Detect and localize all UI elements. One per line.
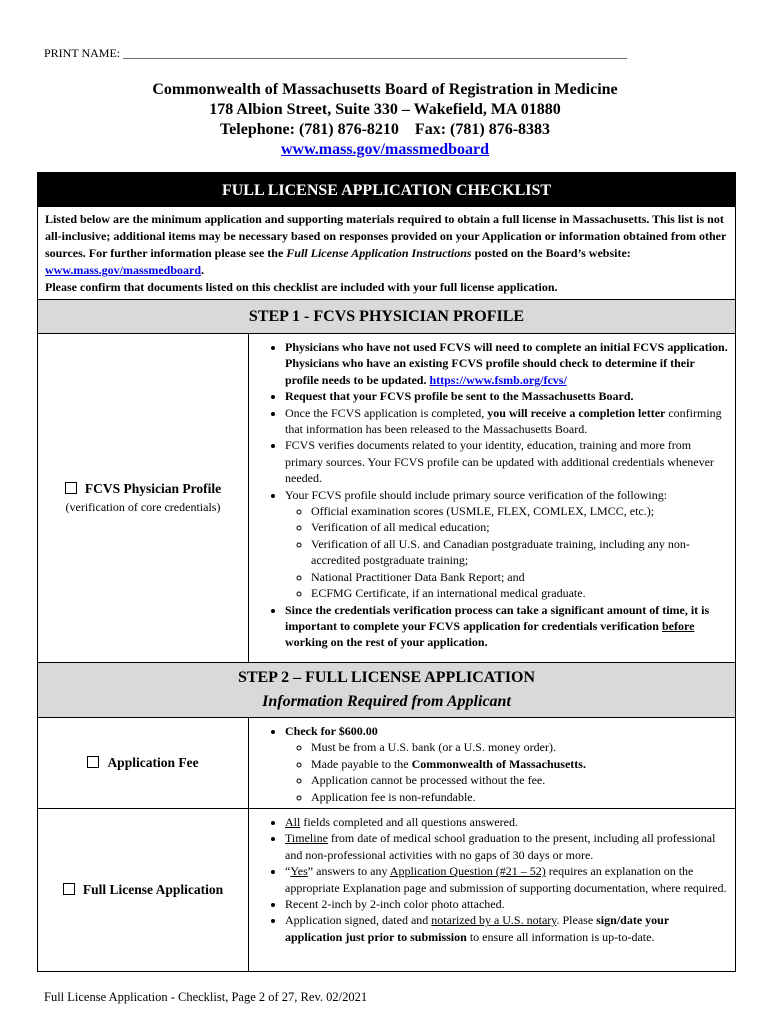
list-item: • Timeline from date of medical school graduation to the present, including all professional and non-professional activities with no gaps of 30 days or more. xyxy=(285,830,729,863)
list-item: • Application signed, dated and notarized by a U.S. notary. Please sign/date your application just prior to submission to ensure all information is up-to-date. xyxy=(285,912,729,945)
checklist-table xyxy=(37,172,736,972)
intro-confirm-text: Please confirm that documents listed on this checklist are included with your full license application. xyxy=(45,280,558,294)
list-item: • Check for $600.00 ◦ Must be from a U.S. bank (or a U.S. money order). ◦ Made payable to the Commonwealth of Massachusetts. ◦ Application cannot be processed without the fee. ◦ Application fee is non-refundable. xyxy=(285,723,729,805)
fee-details xyxy=(249,718,735,808)
list-item: • Recent 2-inch by 2-inch color photo attached. xyxy=(285,896,729,912)
sub-list-item: ◦ Verification of all U.S. and Canadian postgraduate training, including any non-accredited postgraduate training; xyxy=(311,536,729,569)
board-name: Commonwealth of Massachusetts Board of Registration in Medicine xyxy=(152,81,618,98)
fcvs-details xyxy=(249,334,735,662)
sub-list-item: ◦ ECFMG Certificate, if an international medical graduate. xyxy=(311,585,729,601)
list-item: • Physicians who have not used FCVS will need to complete an initial FCVS application. Physicians who have an existing FCVS profile should check to determine if their profile needs to be updated. https://www.fsmb.org/fcvs/ xyxy=(285,339,729,388)
fcvs-label: FCVS Physician Profile xyxy=(84,481,222,496)
list-item: • All fields completed and all questions answered. xyxy=(285,814,729,830)
checklist-intro xyxy=(38,207,735,300)
sub-list-item: ◦ Official examination scores (USMLE, FLEX, COMLEX, LMCC, etc.); xyxy=(311,503,729,519)
sub-list-item: ◦ Verification of all medical education; xyxy=(311,519,729,535)
sub-list-item: ◦ Application fee is non-refundable. xyxy=(311,789,729,805)
application-details xyxy=(249,809,735,971)
step2-heading xyxy=(38,663,735,718)
board-website-link[interactable]: www.mass.gov/massmedboard xyxy=(280,141,489,158)
fee-row xyxy=(38,718,735,809)
intro-text: Listed below are the minimum application and supporting materials required to obtain a full license in Massachusetts. This list is not all-inclusive; additional items may be necessary based on responses provided on your Application or information obtained from other sources. For further information please see the xyxy=(45,212,727,260)
sub-list-item: ◦ Must be from a U.S. bank (or a U.S. money order). xyxy=(311,739,729,755)
fcvs-link[interactable]: https://www.fsmb.org/fcvs/ xyxy=(429,372,567,387)
fee-cell xyxy=(38,718,249,808)
list-item: • FCVS verifies documents related to your identity, education, training and more from primary sources. Your FCVS profile can be updated with additional credentials whenever needed. xyxy=(285,437,729,486)
step1-heading: STEP 1 - FCVS PHYSICIAN PROFILE xyxy=(38,300,735,334)
application-row xyxy=(38,809,735,971)
step2-subtitle: Information Required from Applicant xyxy=(262,693,511,710)
board-header xyxy=(0,80,770,160)
fee-checkbox[interactable] xyxy=(87,756,99,768)
board-phone-fax: Telephone: (781) 876-8210 Fax: (781) 876-8383 xyxy=(219,121,551,138)
fcvs-sublabel: (verification of core credentials) xyxy=(65,500,221,514)
list-item: • “Yes” answers to any Application Question (#21 – 52) requires an explanation on the appropriate Explanation page and submission of supporting documentation, where required. xyxy=(285,863,729,896)
list-item: • Once the FCVS application is completed, you will receive a completion letter confirming that information has been released to the Massachusetts Board. xyxy=(285,405,729,438)
step1-row xyxy=(38,334,735,663)
fcvs-cell xyxy=(38,334,249,662)
application-label: Full License Application xyxy=(82,882,224,897)
application-checkbox[interactable] xyxy=(63,883,75,895)
sub-list-item: ◦ Application cannot be processed without the fee. xyxy=(311,772,729,788)
instructions-title: Full License Application Instructions xyxy=(286,246,472,260)
intro-text-2: posted on the Board’s website: xyxy=(471,246,631,260)
fee-label: Application Fee xyxy=(107,755,199,770)
application-cell xyxy=(38,809,249,971)
fcvs-checkbox[interactable] xyxy=(65,482,77,494)
list-item: • Your FCVS profile should include primary source verification of the following: ◦ Official examination scores (USMLE, FLEX, COMLEX, LMCC, etc.); ◦ Verification of all medical education; ◦ Verification of all U.S. and Canadian postgraduate training, including any non-accredited postgraduate training; ◦ National Practitioner Data Bank Report; and ◦ ECFMG Certificate, if an international medical graduate. xyxy=(285,487,729,602)
sub-list-item: ◦ National Practitioner Data Bank Report; and xyxy=(311,569,729,585)
print-name-field[interactable]: PRINT NAME: ____________________________________________________________________________________ xyxy=(44,46,628,60)
sub-list-item: ◦ Made payable to the Commonwealth of Massachusetts. xyxy=(311,756,729,772)
page-footer: Full License Application - Checklist, Page 2 of 27, Rev. 02/2021 xyxy=(44,990,368,1004)
list-item: • Request that your FCVS profile be sent to the Massachusetts Board. xyxy=(285,388,729,404)
checklist-title: FULL LICENSE APPLICATION CHECKLIST xyxy=(38,173,735,207)
intro-period: . xyxy=(201,263,205,277)
step2-title: STEP 2 – FULL LICENSE APPLICATION xyxy=(237,669,536,686)
list-item: • Since the credentials verification process can take a significant amount of time, it is important to complete your FCVS application for credentials verification before working on the rest of your application. xyxy=(285,602,729,651)
intro-website-link[interactable]: www.mass.gov/massmedboard xyxy=(45,263,202,277)
board-address: 178 Albion Street, Suite 330 – Wakefield, MA 01880 xyxy=(209,101,561,118)
